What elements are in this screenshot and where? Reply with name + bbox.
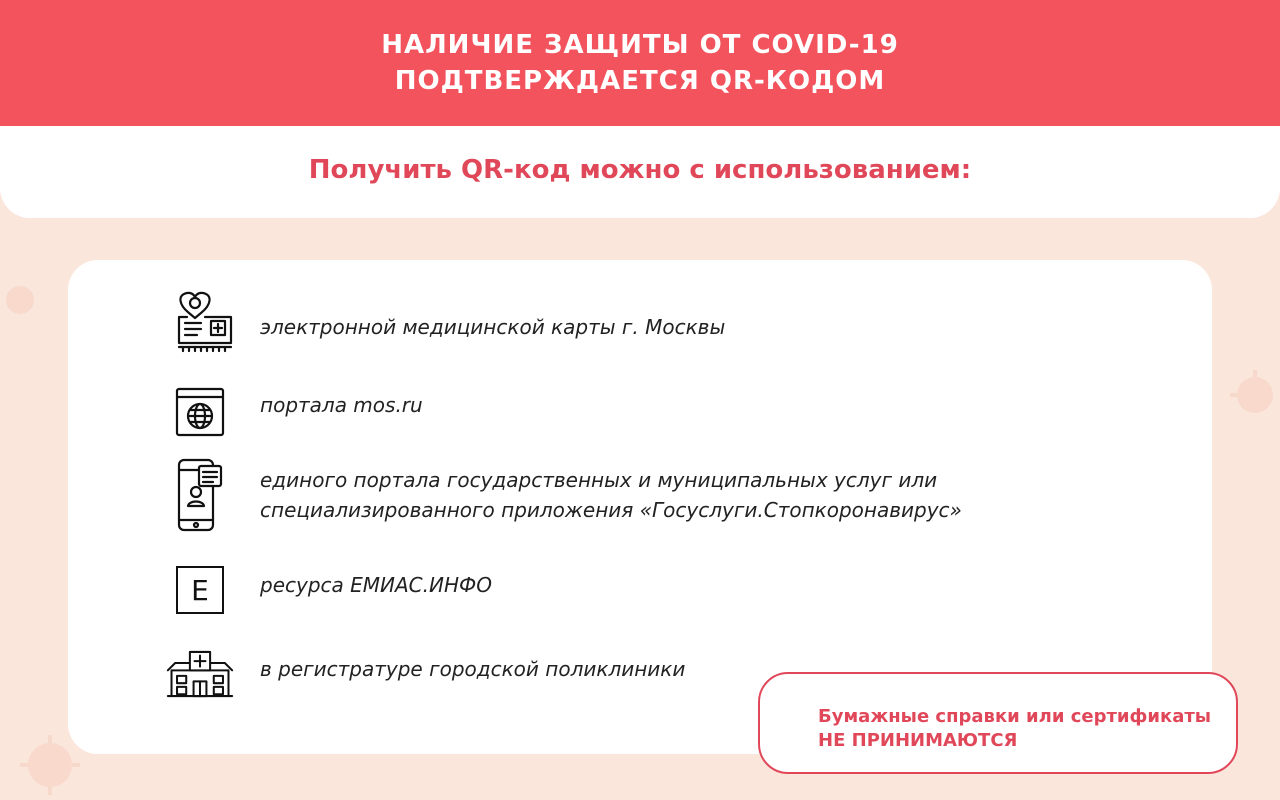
web-portal-icon [166, 378, 234, 446]
list-item-mos-portal [68, 378, 1212, 438]
list-item-emias [68, 562, 1212, 616]
item-label-line-2: специализированного приложения «Госуслуги.Стопкоронавирус» [260, 498, 962, 522]
subtitle-bar [0, 126, 1280, 218]
item-label [260, 465, 1040, 525]
item-label: ресурса ЕМИАС.ИНФО [260, 573, 492, 597]
emias-letter: E [176, 566, 224, 614]
item-label: портала mos.ru [260, 393, 423, 417]
item-label: в регистратуре городской поликлиники [260, 657, 686, 681]
header-line-1: НАЛИЧИЕ ЗАЩИТЫ ОТ COVID-19 [381, 30, 899, 60]
list-item-gosuslugi [68, 460, 1212, 540]
header-line-2: ПОДТВЕРЖДАЕТСЯ QR-КОДОМ [394, 66, 886, 96]
list-item-medical-card [68, 290, 1212, 356]
medical-card-icon [166, 288, 234, 356]
item-label: электронной медицинской карты г. Москвы [260, 315, 726, 339]
mobile-app-icon [166, 462, 234, 530]
notice-line-1: Бумажные справки или сертификаты [818, 706, 1212, 727]
item-label-line-1: единого портала государственных и муниципальных услуг или [260, 468, 938, 492]
page-header [0, 0, 1280, 126]
subtitle: Получить QR-код можно с использованием: [308, 155, 972, 185]
emias-e-icon [166, 556, 234, 624]
paper-certificates-notice [758, 672, 1238, 774]
clinic-building-icon [166, 640, 234, 708]
notice-line-2: НЕ ПРИНИМАЮТСЯ [818, 730, 1018, 751]
